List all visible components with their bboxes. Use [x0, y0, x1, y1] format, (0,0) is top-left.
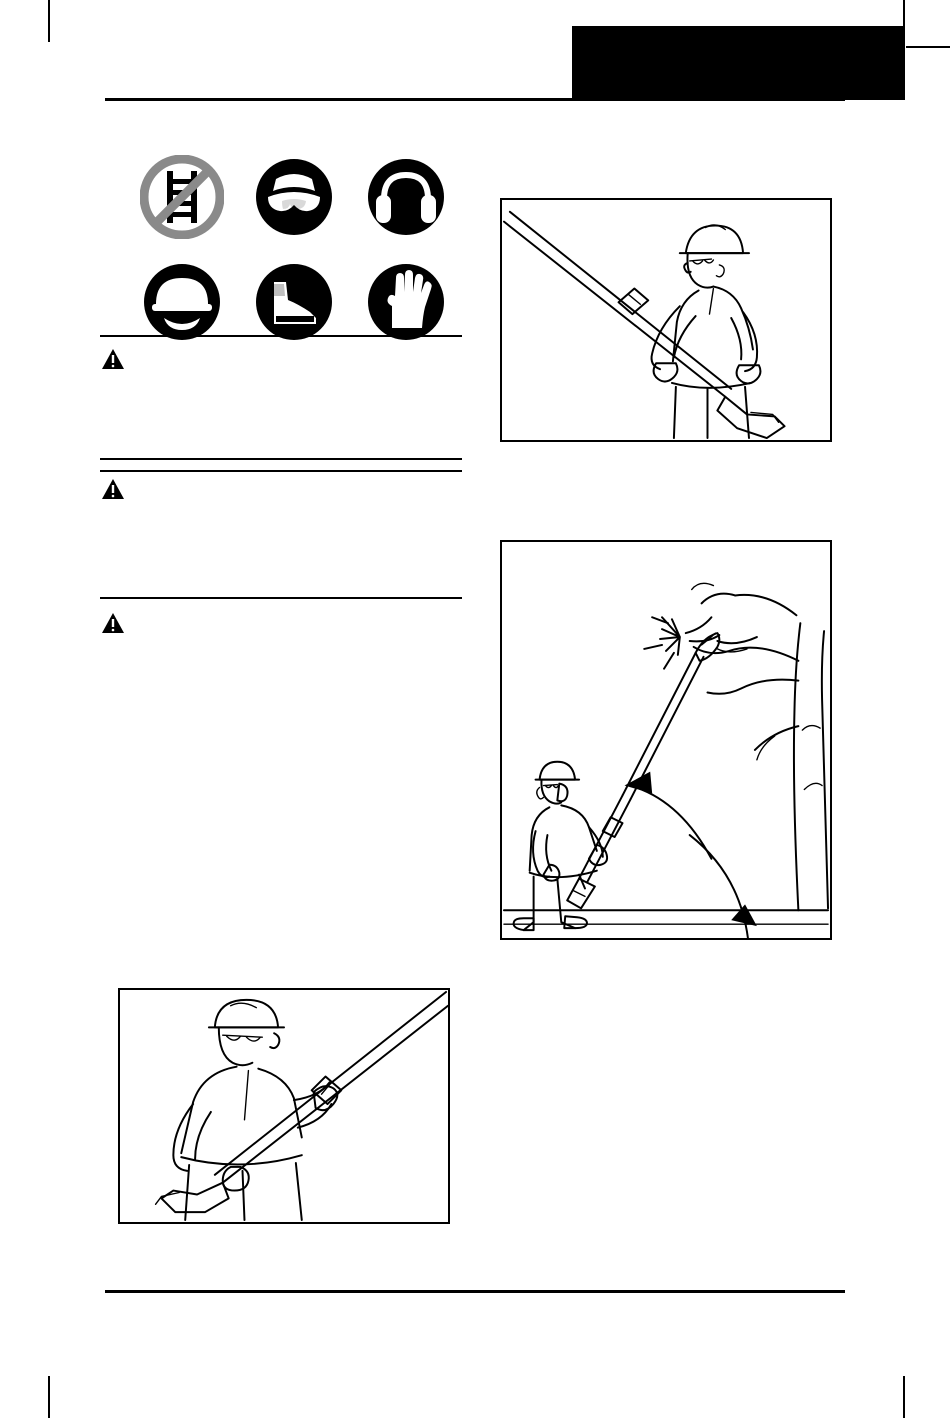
header-black-bar	[572, 26, 905, 100]
figure-pruning-angle-range	[500, 540, 832, 940]
safety-section-rule-3	[100, 470, 462, 472]
figure-carry-position	[500, 198, 832, 442]
safety-boots-icon	[252, 260, 336, 344]
ear-protection-icon	[364, 155, 448, 239]
warning-triangle-1	[101, 348, 125, 370]
no-ladder-icon	[140, 155, 224, 239]
top-rule	[105, 98, 845, 101]
crop-mark-top-left	[48, 0, 50, 42]
protective-gloves-icon	[364, 260, 448, 344]
head-protection-icon	[140, 260, 224, 344]
crop-mark-top-right-horizontal	[906, 46, 950, 48]
warning-triangle-3	[101, 612, 125, 634]
bottom-rule	[105, 1290, 845, 1293]
figure-operating-grip	[118, 988, 450, 1224]
safety-section-rule-2	[100, 458, 462, 460]
crop-mark-bottom-left	[48, 1376, 50, 1418]
warning-triangle-2	[101, 478, 125, 500]
safety-section-rule-4	[100, 597, 462, 599]
crop-mark-bottom-right	[903, 1376, 905, 1418]
eye-protection-icon	[252, 155, 336, 239]
